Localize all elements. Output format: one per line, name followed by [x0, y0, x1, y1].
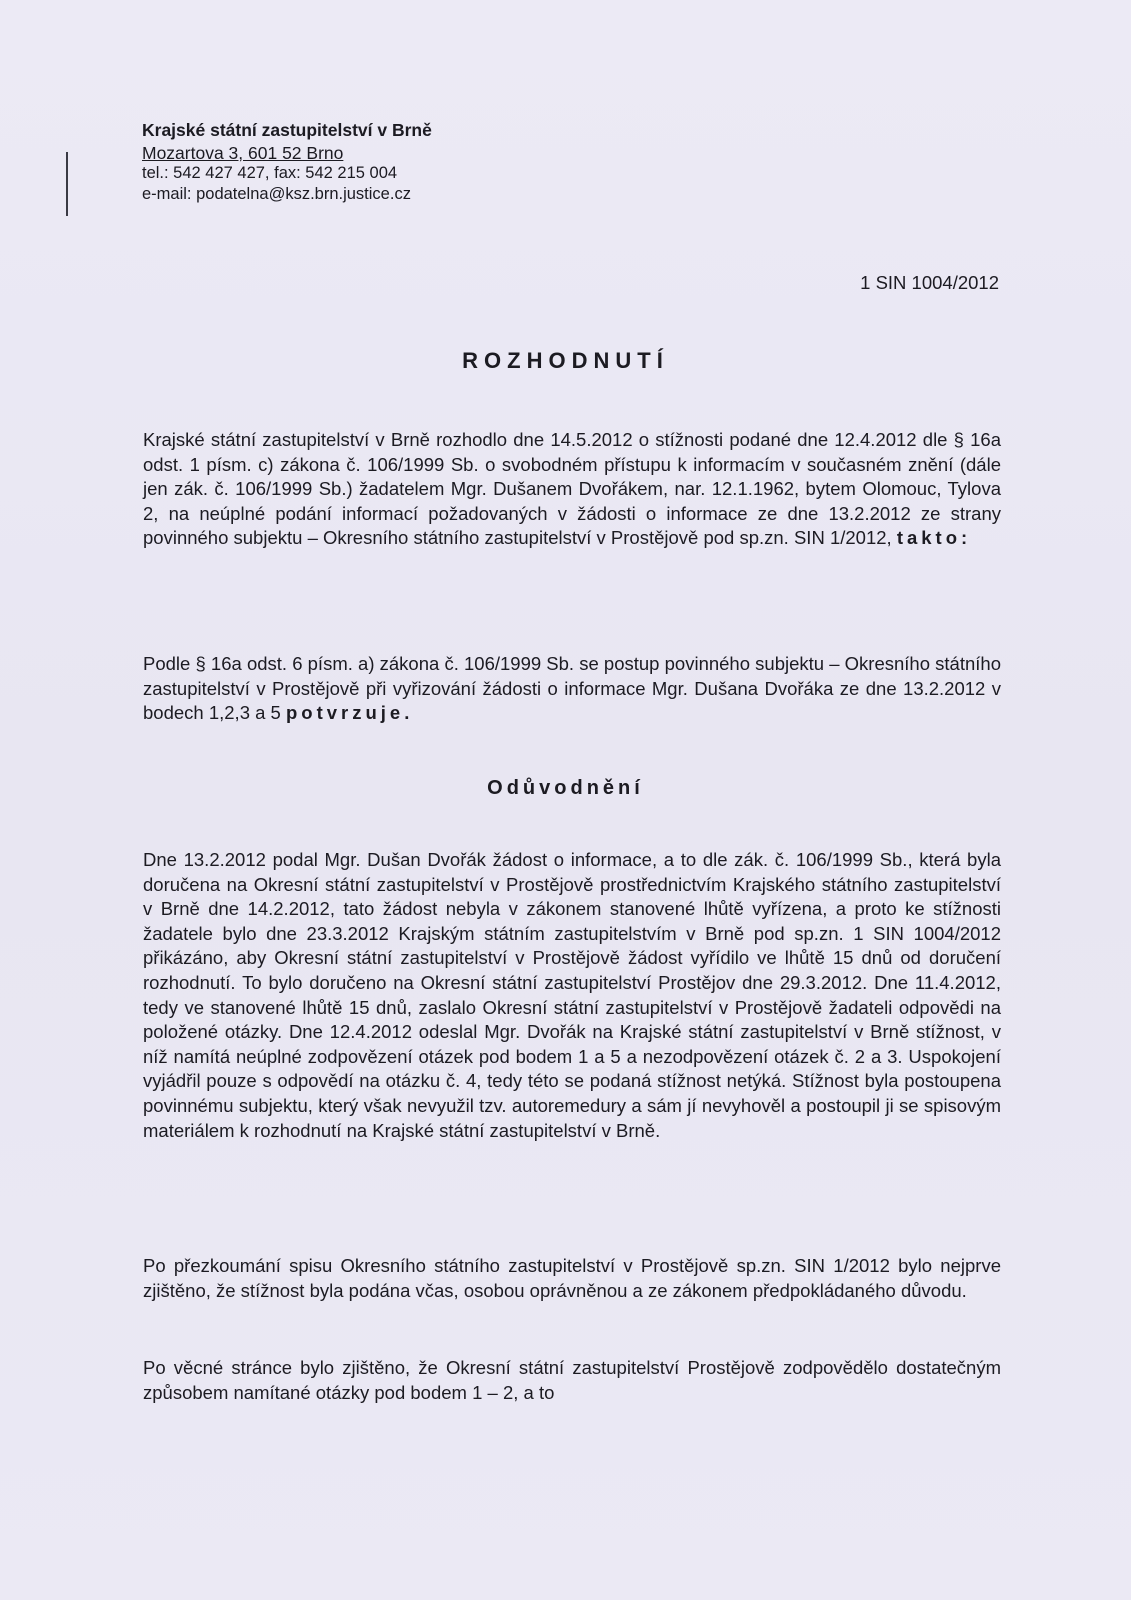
organization-phone-fax: tel.: 542 427 427, fax: 542 215 004 — [142, 164, 398, 182]
organization-name: Krajské státní zastupitelství v Brně — [142, 120, 432, 140]
decision-intro-emphasis: takto: — [896, 527, 972, 549]
case-reference: 1 SIN 1004/2012 — [860, 272, 999, 293]
decision-verdict — [143, 652, 1001, 726]
decision-intro — [143, 428, 1001, 551]
document-title: ROZHODNUTÍ — [462, 348, 669, 373]
reasoning-paragraph: Dne 13.2.2012 podal Mgr. Dušan Dvořák žádost o informace, a to dle zák. č. 106/1999 Sb., která byla doručena na Okresní státní zastupitelství v Prostějově prostřednictvím Krajského státního zastupitelství v Brně dne 14.2.2012, tato žádost nebyla v zákonem stanovené lhůtě vyřízena, a proto ke stížnosti žadatele bylo dne 23.3.2012 Krajským státním zastupitelstvím v Brně pod sp.zn. 1 SIN 1004/2012 přikázáno, aby Okresní státní zastupitelství v Prostějově žádost vyřídilo ve lhůtě 15 dnů od doručení rozhodnutí. To bylo doručeno na Okresní státní zastupitelství Prostějov dne 29.3.2012. Dne 11.4.2012, tedy ve stanovené lhůtě 15 dnů, zaslalo Okresní státní zastupitelství v Prostějově žadateli odpovědi na položené otázky. Dne 12.4.2012 odeslal Mgr. Dvořák na Krajské státní zastupitelství v Brně stížnost, v níž namítá neúplné zodpovězení otázek pod bodem 1 a 5 a nezodpovězení otázek č. 2 a 3. Uspokojení vyjádřil pouze s odpovědí na otázku č. 4, tedy této se podaná stížnost netýká. Stížnost byla postoupena povinnému subjektu, který však nevyužil tzv. autoremedury a sám jí nevyhověl a postoupil ji se spisovým materiálem k rozhodnutí na Krajské státní zastupitelství v Brně. — [143, 849, 1001, 1141]
letterhead — [142, 120, 432, 204]
reasoning-paragraph: Po přezkoumání spisu Okresního státního zastupitelství v Prostějově sp.zn. SIN 1/2012 bylo nejprve zjištěno, že stížnost byla podána včas, osobou oprávněnou a ze zákonem předpokládaného důvodu. — [143, 1255, 1001, 1301]
organization-email: e-mail: podatelna@ksz.brn.justice.cz — [142, 184, 411, 203]
reasoning-paragraph: Po věcné stránce bylo zjištěno, že Okresní státní zastupitelství Prostějově zodpovědělo dostatečným způsobem namítané otázky pod bodem 1 – 2, a to — [143, 1357, 1001, 1403]
organization-address: Mozartova 3, 601 52 Brno — [142, 142, 344, 163]
reasoning-title: Odůvodnění — [487, 777, 644, 799]
margin-mark — [66, 152, 68, 216]
decision-verdict-text: Podle § 16a odst. 6 písm. a) zákona č. 106/1999 Sb. se postup povinného subjektu – Okresního státního zastupitelství v Prostějově při vyřizování žádosti o informace Mgr. Dušana Dvořáka ze dne 13.2.2012 v bodech 1,2,3 a 5 — [143, 653, 1001, 724]
decision-verdict-emphasis: potvrzuje. — [285, 702, 414, 724]
decision-intro-text: Krajské státní zastupitelství v Brně rozhodlo dne 14.5.2012 o stížnosti podané dne 12.4.2012 dle § 16a odst. 1 písm. c) zákona č. 106/1999 Sb. o svobodném přístupu k informacím v současném znění (dále jen zák. č. 106/1999 Sb.) žadatelem Mgr. Dušanem Dvořákem, nar. 12.1.1962, bytem Olomouc, Tylova 2, na neúplné podání informací požadovaných v žádosti o informace ze dne 13.2.2012 ze strany povinného subjektu – Okresního státního zastupitelství v Prostějově pod sp.zn. SIN 1/2012, — [143, 429, 1001, 549]
